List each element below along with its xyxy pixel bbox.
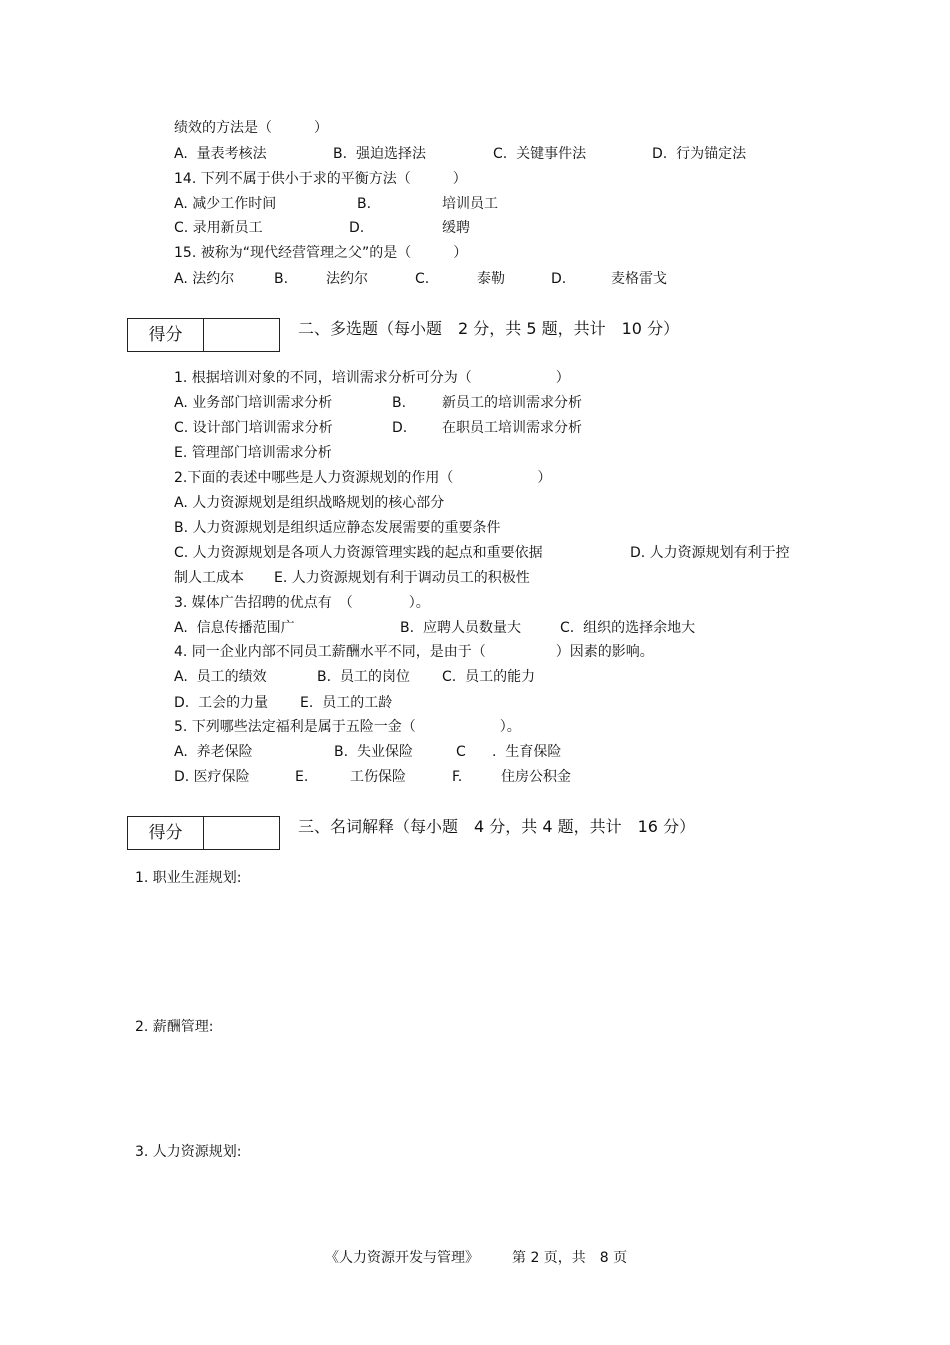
s2-q2-option-d-continued: 制人工成本 [174, 570, 244, 586]
s2-q3-option-b: B. 应聘人员数量大 [400, 620, 521, 636]
s2-q4-option-b: B. 员工的岗位 [317, 669, 410, 685]
s2-q3-option-a: A. 信息传播范围广 [174, 620, 295, 636]
s2-q1-option-c: C. 设计部门培训需求分析 [174, 420, 333, 436]
s2-q4-option-d: D. 工会的力量 [174, 695, 269, 711]
s2-q1-option-b-text: 新员工的培训需求分析 [442, 395, 582, 411]
q14-option-c: C. 录用新员工 [174, 220, 263, 236]
s2-q5-stem: 5. 下列哪些法定福利是属于五险一金（ ）。 [174, 719, 521, 735]
s2-q2-option-d: D. 人力资源规划有利于控 [630, 545, 790, 561]
q15-option-b-letter: B. [274, 271, 289, 287]
q15-option-b-text: 法约尔 [326, 271, 368, 287]
s2-q5-option-f-letter: F. [452, 769, 463, 785]
section2-title: 二、多选题（每小题 2 分，共 5 题，共计 10 分） [298, 319, 680, 338]
s2-q4-option-a: A. 员工的绩效 [174, 669, 267, 685]
q13-option-d: D. 行为锚定法 [652, 146, 747, 162]
q13-continuation: 绩效的方法是（ ） [174, 120, 328, 136]
s2-q5-option-b: B. 失业保险 [334, 744, 413, 760]
s2-q4-option-e: E. 员工的工龄 [300, 695, 393, 711]
q15-option-d-letter: D. [551, 271, 567, 287]
s2-q5-option-e-text: 工伤保险 [350, 769, 406, 785]
s2-q1-stem: 1. 根据培训对象的不同，培训需求分析可分为（ ） [174, 370, 570, 386]
q13-option-c: C. 关键事件法 [493, 146, 587, 162]
q14-option-b-letter: B. [357, 196, 372, 212]
q15-option-a: A. 法约尔 [174, 271, 235, 287]
q15-option-c-letter: C. [415, 271, 430, 287]
score-label: 得分 [128, 319, 204, 351]
s2-q4-option-c: C. 员工的能力 [442, 669, 536, 685]
q13-option-b: B. 强迫选择法 [333, 146, 426, 162]
score-box-section3 [127, 816, 280, 850]
s2-q5-option-f-text: 住房公积金 [501, 769, 571, 785]
q14-option-d-text: 缓聘 [442, 220, 470, 236]
q14-option-d-letter: D. [349, 220, 365, 236]
s2-q4-stem: 4. 同一企业内部不同员工薪酬水平不同，是由于（ ）因素的影响。 [174, 644, 654, 660]
q15-option-d-text: 麦格雷戈 [611, 271, 667, 287]
s3-q3-term: 3. 人力资源规划: [135, 1144, 242, 1160]
s2-q5-option-a: A. 养老保险 [174, 744, 253, 760]
q15-stem: 15. 被称为“现代经营管理之父”的是（ ） [174, 245, 468, 261]
s2-q1-option-d-text: 在职员工培训需求分析 [442, 420, 582, 436]
q14-option-a: A. 减少工作时间 [174, 196, 277, 212]
score-box-section2 [127, 318, 280, 352]
s2-q1-option-b-letter: B. [392, 395, 407, 411]
s3-q1-term: 1. 职业生涯规划: [135, 870, 242, 886]
s2-q5-option-e-letter: E. [295, 769, 309, 785]
s2-q2-option-e: E. 人力资源规划有利于调动员工的积极性 [274, 570, 530, 586]
s2-q5-option-c-letter: C [456, 744, 466, 760]
q15-option-c-text: 泰勒 [477, 271, 505, 287]
s2-q1-option-a: A. 业务部门培训需求分析 [174, 395, 333, 411]
section3-title: 三、名词解释（每小题 4 分，共 4 题，共计 16 分） [298, 817, 696, 836]
s3-q2-term: 2. 薪酬管理: [135, 1019, 214, 1035]
footer-page-number: 第 2 页，共 8 页 [512, 1250, 628, 1266]
q14-stem: 14. 下列不属于供小于求的平衡方法（ ） [174, 171, 467, 187]
s2-q3-option-c: C. 组织的选择余地大 [560, 620, 696, 636]
s2-q3-stem: 3. 媒体广告招聘的优点有 （ ）。 [174, 595, 430, 611]
score-label: 得分 [128, 817, 204, 849]
s2-q2-option-c: C. 人力资源规划是各项人力资源管理实践的起点和重要依据 [174, 545, 543, 561]
s2-q2-option-a: A. 人力资源规划是组织战略规划的核心部分 [174, 495, 445, 511]
s2-q5-option-c-text: . 生育保险 [492, 744, 562, 760]
s2-q5-option-d: D. 医疗保险 [174, 769, 250, 785]
q13-option-a: A. 量表考核法 [174, 146, 267, 162]
s2-q1-option-e: E. 管理部门培训需求分析 [174, 445, 332, 461]
footer-course-name: 《人力资源开发与管理》 [325, 1250, 479, 1266]
s2-q1-option-d-letter: D. [392, 420, 408, 436]
s2-q2-option-b: B. 人力资源规划是组织适应静态发展需要的重要条件 [174, 520, 501, 536]
s2-q2-stem: 2.下面的表述中哪些是人力资源规划的作用（ ） [174, 470, 552, 486]
q14-option-b-text: 培训员工 [442, 196, 498, 212]
